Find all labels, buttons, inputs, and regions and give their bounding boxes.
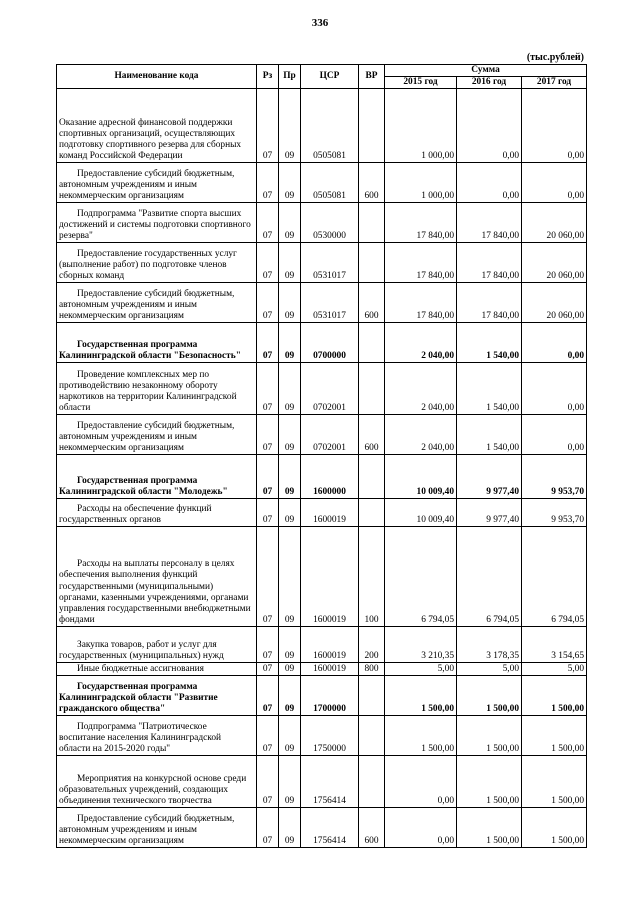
row-name-text: Иные бюджетные ассигнования bbox=[77, 664, 204, 675]
row-pr: 09 bbox=[279, 415, 301, 455]
row-pr: 09 bbox=[279, 716, 301, 756]
row-2017: 6 794,05 bbox=[522, 527, 587, 627]
row-pr: 09 bbox=[279, 203, 301, 243]
table-row bbox=[57, 663, 587, 676]
row-2016: 5,00 bbox=[457, 663, 522, 676]
table-row bbox=[57, 527, 587, 627]
row-name-text: Предоставление субсидий бюджетным, автономным учреждениям и иным некоммерческим организациям bbox=[59, 420, 235, 454]
row-pr: 09 bbox=[279, 756, 301, 808]
row-pr: 09 bbox=[279, 283, 301, 323]
row-vr bbox=[359, 455, 385, 499]
header-row bbox=[57, 65, 587, 77]
row-2015: 10 009,40 bbox=[385, 499, 457, 527]
row-csr: 1750000 bbox=[301, 716, 359, 756]
row-2016: 1 540,00 bbox=[457, 323, 522, 363]
header-2016: 2016 год bbox=[457, 77, 522, 89]
table-row bbox=[57, 363, 587, 415]
row-2016: 1 540,00 bbox=[457, 415, 522, 455]
header-name: Наименование кода bbox=[57, 65, 257, 89]
row-2015: 3 210,35 bbox=[385, 627, 457, 663]
row-rz: 07 bbox=[257, 323, 279, 363]
row-2016: 17 840,00 bbox=[457, 243, 522, 283]
row-name bbox=[57, 756, 257, 808]
row-2016: 6 794,05 bbox=[457, 527, 522, 627]
row-2017: 0,00 bbox=[522, 323, 587, 363]
row-2017: 20 060,00 bbox=[522, 203, 587, 243]
row-name bbox=[57, 627, 257, 663]
row-csr: 0505081 bbox=[301, 163, 359, 203]
row-2017: 5,00 bbox=[522, 663, 587, 676]
table-body bbox=[57, 89, 587, 848]
row-pr: 09 bbox=[279, 363, 301, 415]
row-2015: 1 500,00 bbox=[385, 716, 457, 756]
row-pr: 09 bbox=[279, 243, 301, 283]
row-name-text: Предоставление субсидий бюджетным, автономным учреждениям и иным некоммерческим организациям bbox=[59, 813, 235, 847]
row-2017: 9 953,70 bbox=[522, 455, 587, 499]
row-name bbox=[57, 455, 257, 499]
row-pr: 09 bbox=[279, 323, 301, 363]
row-csr: 1600019 bbox=[301, 663, 359, 676]
row-csr: 1600019 bbox=[301, 499, 359, 527]
row-name-text: Расходы на обеспечение функций государственных органов bbox=[59, 504, 212, 526]
row-2016: 0,00 bbox=[457, 163, 522, 203]
row-2015: 1 000,00 bbox=[385, 89, 457, 163]
row-2017: 0,00 bbox=[522, 363, 587, 415]
row-csr: 0531017 bbox=[301, 283, 359, 323]
row-2015: 17 840,00 bbox=[385, 203, 457, 243]
row-name bbox=[57, 676, 257, 716]
header-csr: ЦСР bbox=[301, 65, 359, 89]
row-rz: 07 bbox=[257, 627, 279, 663]
table-row bbox=[57, 676, 587, 716]
row-vr: 600 bbox=[359, 163, 385, 203]
row-2017: 1 500,00 bbox=[522, 716, 587, 756]
row-2016: 1 540,00 bbox=[457, 363, 522, 415]
row-name bbox=[57, 499, 257, 527]
row-2017: 9 953,70 bbox=[522, 499, 587, 527]
row-2015: 2 040,00 bbox=[385, 415, 457, 455]
row-rz: 07 bbox=[257, 808, 279, 848]
row-name-text: Предоставление государственных услуг (выполнение работ) по подготовке членов сборных команд bbox=[59, 248, 237, 282]
row-2017: 0,00 bbox=[522, 415, 587, 455]
row-name-text: Расходы на выплаты персоналу в целях обеспечения выполнения функций государственными (муниципальными) органами, казенными учреждениями, органами управления государственными внебюджетными фондами bbox=[59, 559, 251, 626]
row-name-text: Оказание адресной финансовой поддержки спортивных организаций, осуществляющих подготовку спортивного резерва для сборных команд Российской Федерации bbox=[59, 117, 242, 162]
row-csr: 0505081 bbox=[301, 89, 359, 163]
row-name bbox=[57, 363, 257, 415]
row-rz: 07 bbox=[257, 243, 279, 283]
row-vr bbox=[359, 323, 385, 363]
row-name bbox=[57, 163, 257, 203]
header-pr: Пр bbox=[279, 65, 301, 89]
row-2017: 20 060,00 bbox=[522, 283, 587, 323]
row-rz: 07 bbox=[257, 499, 279, 527]
table-row bbox=[57, 455, 587, 499]
row-pr: 09 bbox=[279, 527, 301, 627]
row-2016: 1 500,00 bbox=[457, 808, 522, 848]
row-vr: 100 bbox=[359, 527, 385, 627]
row-name bbox=[57, 203, 257, 243]
row-csr: 1600019 bbox=[301, 527, 359, 627]
row-pr: 09 bbox=[279, 808, 301, 848]
header-2017: 2017 год bbox=[522, 77, 587, 89]
row-pr: 09 bbox=[279, 663, 301, 676]
row-name-text: Проведение комплексных мер по противодействию незаконному обороту наркотиков на территории Калининградской области bbox=[59, 369, 237, 414]
row-pr: 09 bbox=[279, 499, 301, 527]
row-rz: 07 bbox=[257, 756, 279, 808]
row-vr: 600 bbox=[359, 283, 385, 323]
row-vr bbox=[359, 676, 385, 716]
row-pr: 09 bbox=[279, 89, 301, 163]
row-2015: 2 040,00 bbox=[385, 323, 457, 363]
row-2016: 9 977,40 bbox=[457, 455, 522, 499]
row-vr bbox=[359, 203, 385, 243]
row-csr: 0702001 bbox=[301, 363, 359, 415]
row-2016: 9 977,40 bbox=[457, 499, 522, 527]
row-2015: 17 840,00 bbox=[385, 243, 457, 283]
row-csr: 0530000 bbox=[301, 203, 359, 243]
row-pr: 09 bbox=[279, 627, 301, 663]
row-rz: 07 bbox=[257, 415, 279, 455]
row-2015: 1 500,00 bbox=[385, 676, 457, 716]
row-2015: 5,00 bbox=[385, 663, 457, 676]
row-2017: 1 500,00 bbox=[522, 756, 587, 808]
row-name bbox=[57, 716, 257, 756]
row-name bbox=[57, 808, 257, 848]
row-2017: 0,00 bbox=[522, 163, 587, 203]
row-name bbox=[57, 663, 257, 676]
page-number: 336 bbox=[311, 17, 329, 29]
row-name bbox=[57, 323, 257, 363]
row-2015: 2 040,00 bbox=[385, 363, 457, 415]
table-row bbox=[57, 716, 587, 756]
row-name bbox=[57, 415, 257, 455]
row-rz: 07 bbox=[257, 203, 279, 243]
row-vr bbox=[359, 89, 385, 163]
row-vr: 200 bbox=[359, 627, 385, 663]
row-2016: 0,00 bbox=[457, 89, 522, 163]
row-2016: 1 500,00 bbox=[457, 756, 522, 808]
row-vr bbox=[359, 716, 385, 756]
table-row bbox=[57, 323, 587, 363]
row-name-text: Закупка товаров, работ и услуг для государственных (муниципальных) нужд bbox=[59, 640, 224, 662]
row-2015: 6 794,05 bbox=[385, 527, 457, 627]
row-2017: 1 500,00 bbox=[522, 808, 587, 848]
row-2016: 3 178,35 bbox=[457, 627, 522, 663]
table-row bbox=[57, 243, 587, 283]
row-rz: 07 bbox=[257, 455, 279, 499]
row-vr: 600 bbox=[359, 415, 385, 455]
row-csr: 0700000 bbox=[301, 323, 359, 363]
row-vr bbox=[359, 363, 385, 415]
table-row bbox=[57, 499, 587, 527]
row-rz: 07 bbox=[257, 363, 279, 415]
table-row bbox=[57, 627, 587, 663]
budget-table bbox=[56, 64, 587, 848]
row-2015: 17 840,00 bbox=[385, 283, 457, 323]
row-csr: 1700000 bbox=[301, 676, 359, 716]
row-pr: 09 bbox=[279, 163, 301, 203]
row-rz: 07 bbox=[257, 527, 279, 627]
row-2016: 1 500,00 bbox=[457, 676, 522, 716]
row-2016: 17 840,00 bbox=[457, 203, 522, 243]
row-name bbox=[57, 283, 257, 323]
table-row bbox=[57, 415, 587, 455]
row-name-text: Подпрограмма "Развитие спорта высших достижений и системы подготовки спортивного резерва" bbox=[59, 208, 251, 242]
row-rz: 07 bbox=[257, 89, 279, 163]
row-name-text: Государственная программа Калининградской области "Молодежь" bbox=[59, 476, 228, 498]
row-csr: 0531017 bbox=[301, 243, 359, 283]
row-rz: 07 bbox=[257, 663, 279, 676]
table-row bbox=[57, 756, 587, 808]
row-rz: 07 bbox=[257, 163, 279, 203]
row-2017: 1 500,00 bbox=[522, 676, 587, 716]
table-row bbox=[57, 203, 587, 243]
row-csr: 0702001 bbox=[301, 415, 359, 455]
header-sum: Сумма bbox=[385, 65, 587, 77]
row-name bbox=[57, 89, 257, 163]
row-vr bbox=[359, 756, 385, 808]
row-csr: 1756414 bbox=[301, 756, 359, 808]
row-name-text: Государственная программа Калининградской области "Безопасность" bbox=[59, 340, 241, 362]
row-name bbox=[57, 527, 257, 627]
table-row bbox=[57, 89, 587, 163]
row-pr: 09 bbox=[279, 455, 301, 499]
row-name-text: Подпрограмма "Патриотическое воспитание населения Калининградской области на 2015-2020 годы" bbox=[59, 721, 222, 755]
row-csr: 1600000 bbox=[301, 455, 359, 499]
row-2016: 1 500,00 bbox=[457, 716, 522, 756]
row-vr bbox=[359, 499, 385, 527]
row-2017: 0,00 bbox=[522, 89, 587, 163]
row-2015: 1 000,00 bbox=[385, 163, 457, 203]
row-2017: 20 060,00 bbox=[522, 243, 587, 283]
row-csr: 1600019 bbox=[301, 627, 359, 663]
row-2015: 0,00 bbox=[385, 808, 457, 848]
row-2016: 17 840,00 bbox=[457, 283, 522, 323]
table-row bbox=[57, 283, 587, 323]
row-vr bbox=[359, 243, 385, 283]
row-name-text: Мероприятия на конкурсной основе среди образовательных учреждений, создающих объединения технического творчества bbox=[59, 773, 247, 807]
row-name bbox=[57, 243, 257, 283]
row-2015: 10 009,40 bbox=[385, 455, 457, 499]
row-name-text: Предоставление субсидий бюджетным, автономным учреждениям и иным некоммерческим организациям bbox=[59, 288, 235, 322]
row-vr: 600 bbox=[359, 808, 385, 848]
row-csr: 1756414 bbox=[301, 808, 359, 848]
table-row bbox=[57, 808, 587, 848]
header-vr: ВР bbox=[359, 65, 385, 89]
header-rz: Рз bbox=[257, 65, 279, 89]
row-rz: 07 bbox=[257, 283, 279, 323]
row-rz: 07 bbox=[257, 676, 279, 716]
table-row bbox=[57, 163, 587, 203]
row-rz: 07 bbox=[257, 716, 279, 756]
row-name-text: Предоставление субсидий бюджетным, автономным учреждениям и иным некоммерческим организациям bbox=[59, 168, 235, 202]
header-2015: 2015 год bbox=[385, 77, 457, 89]
row-vr: 800 bbox=[359, 663, 385, 676]
row-pr: 09 bbox=[279, 676, 301, 716]
units-label: (тыс.рублей) bbox=[526, 52, 584, 63]
row-2015: 0,00 bbox=[385, 756, 457, 808]
row-name-text: Государственная программа Калининградской области "Развитие гражданского общества" bbox=[59, 681, 218, 715]
row-2017: 3 154,65 bbox=[522, 627, 587, 663]
